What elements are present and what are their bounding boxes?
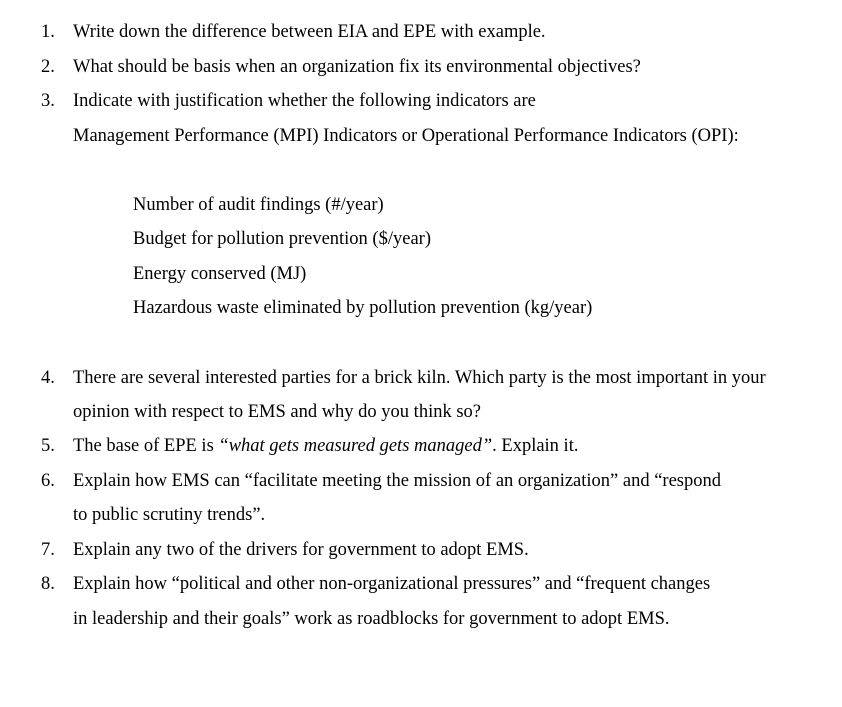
question-quote: “what gets measured gets managed” (218, 436, 493, 456)
question-text: Explain any two of the drivers for government to adopt EMS. (73, 540, 529, 560)
question-text: Management Performance (MPI) Indicators or Operational Performance Indicators (OPI): (73, 126, 739, 146)
question-suffix: . Explain it. (492, 436, 579, 456)
question-number: 2. (41, 57, 55, 77)
indicator-text: Number of audit findings (#/year) (133, 195, 384, 215)
question-number: 1. (41, 22, 55, 42)
question-text: Explain how “political and other non-organizational pressures” and “frequent changes (73, 574, 711, 594)
question-number: 5. (41, 436, 55, 456)
question-text: Write down the difference between EIA and EPE with example. (73, 22, 546, 42)
question-number: 4. (41, 368, 55, 388)
question-number: 8. (41, 574, 55, 594)
question-text: Indicate with justification whether the following indicators are (73, 91, 536, 111)
indicator-text: Energy conserved (MJ) (133, 264, 307, 284)
question-text: in leadership and their goals” work as roadblocks for government to adopt EMS. (73, 609, 670, 629)
question-text: What should be basis when an organization fix its environmental objectives? (73, 57, 641, 77)
indicator-text: Hazardous waste eliminated by pollution prevention (kg/year) (133, 298, 593, 318)
question-text: opinion with respect to EMS and why do you think so? (73, 402, 481, 422)
question-number: 6. (41, 471, 55, 491)
question-text: Explain how EMS can “facilitate meeting the mission of an organization” and “respond (73, 471, 721, 491)
question-number: 3. (41, 91, 55, 111)
question-text: There are several interested parties for a brick kiln. Which party is the most important in your (73, 368, 766, 388)
question-number: 7. (41, 540, 55, 560)
question-text: to public scrutiny trends”. (73, 505, 266, 525)
question-text (73, 435, 578, 457)
question-prefix: The base of EPE is (73, 436, 219, 456)
indicator-text: Budget for pollution prevention ($/year) (133, 229, 431, 249)
